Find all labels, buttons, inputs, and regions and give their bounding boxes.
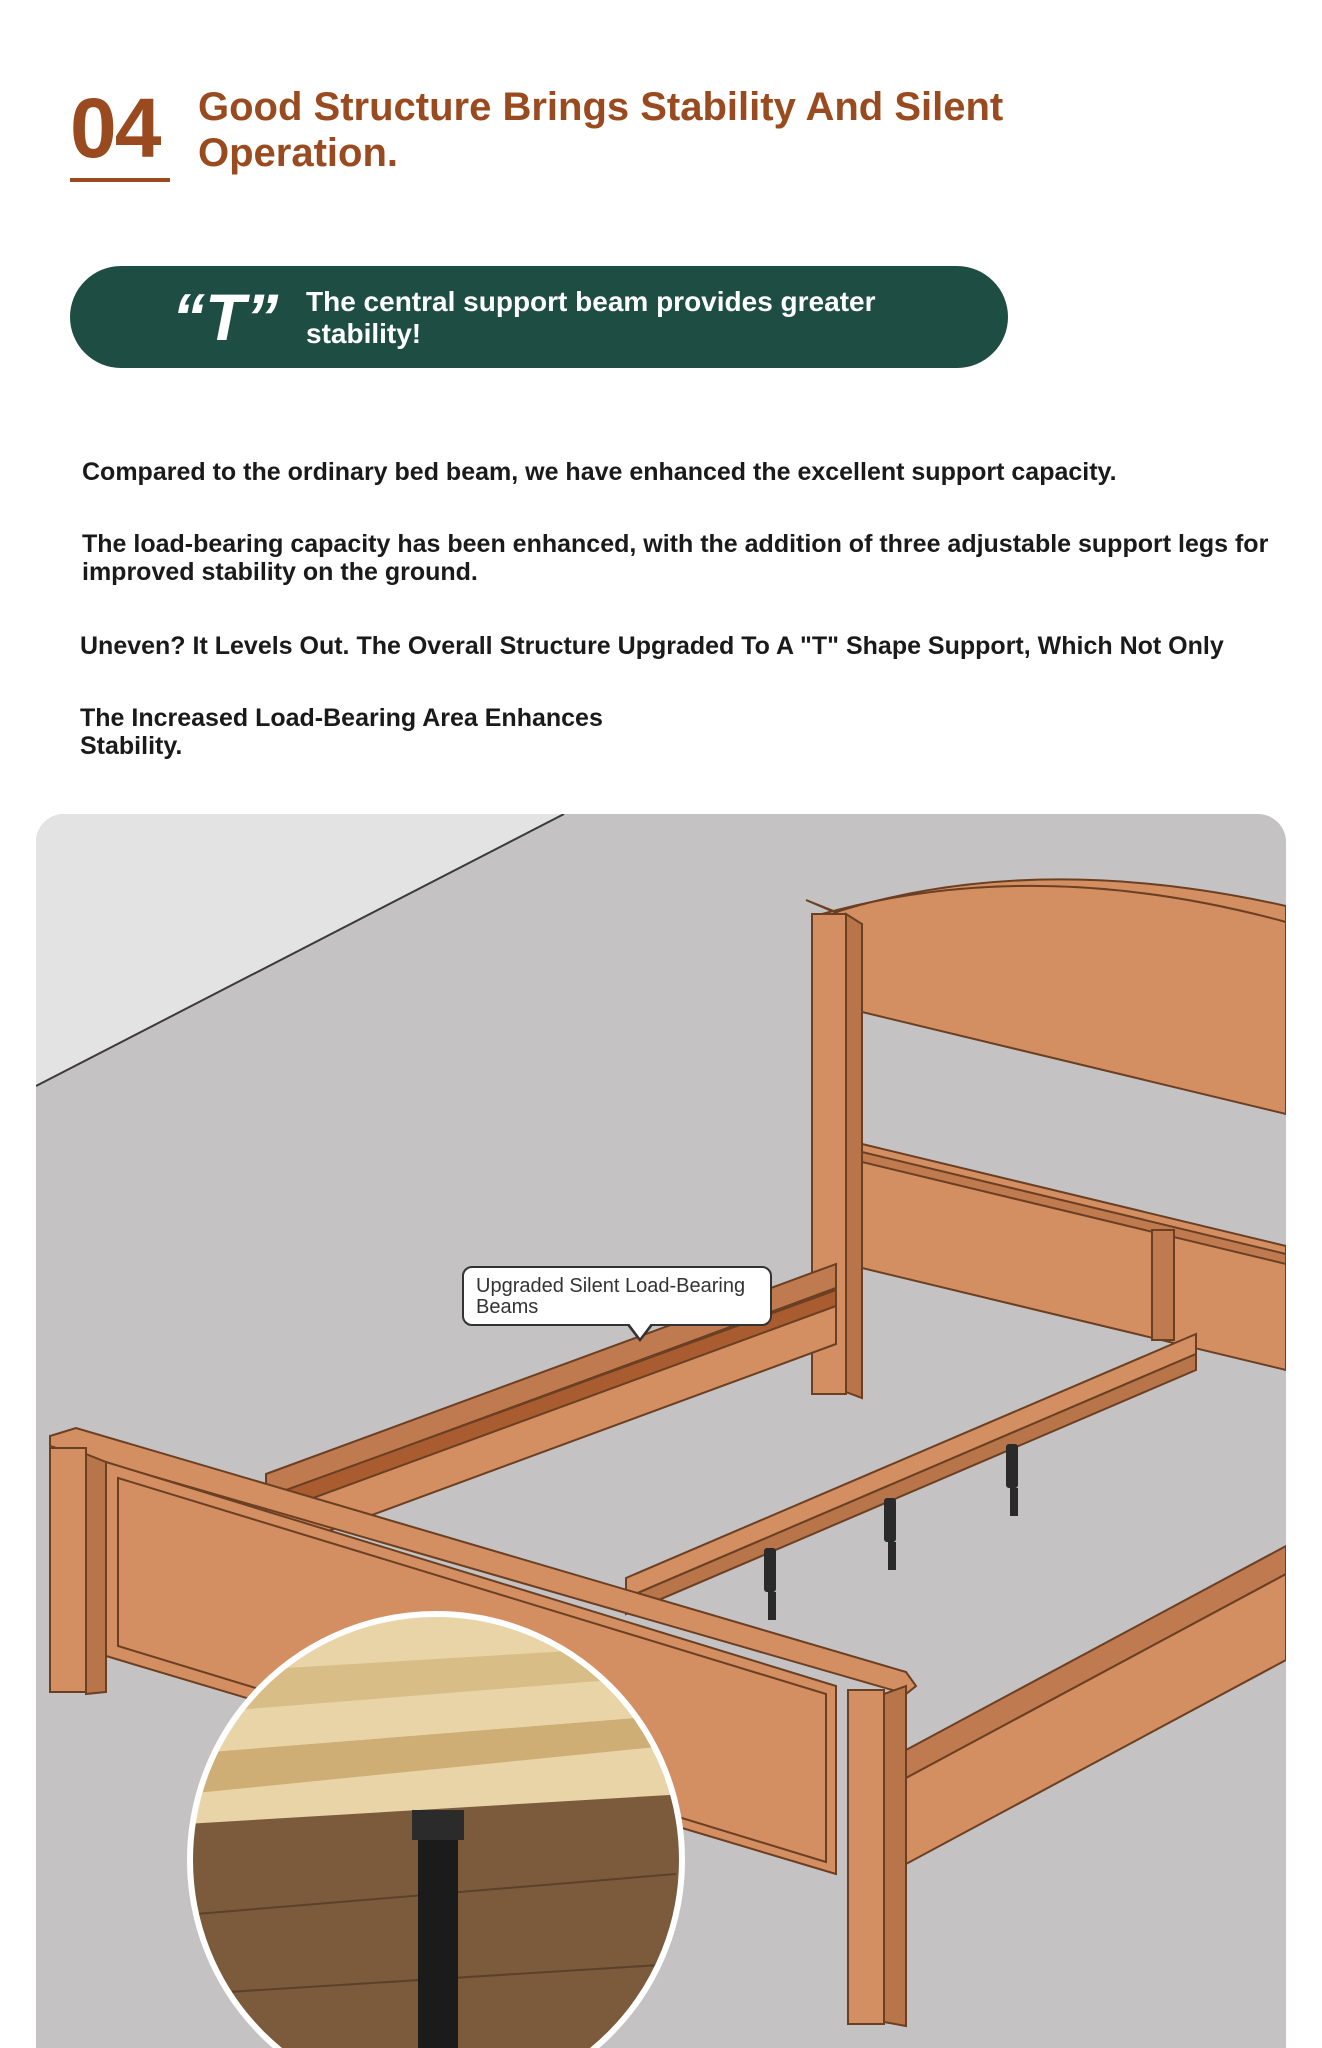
section-number-underline (70, 178, 170, 182)
feature-banner (70, 266, 1008, 368)
callout-pointer-fill (628, 1322, 652, 1338)
bed-frame-drawing (36, 814, 1286, 2048)
t-shape-mark: “T” (172, 280, 279, 354)
beam-callout: Upgraded Silent Load-Bearing Beams (462, 1266, 772, 1326)
section-header (66, 80, 1226, 190)
section-number: 04 (70, 81, 160, 175)
paragraph-support-capacity: Compared to the ordinary bed beam, we have enhanced the excellent support capacity. (82, 458, 1117, 486)
section-title: Good Structure Brings Stability And Silent Operation. (198, 85, 1004, 175)
bed-frame-illustration (36, 814, 1286, 2048)
paragraph-load-bearing: The load-bearing capacity has been enhanced, with the addition of three adjustable support legs for improved stability on the ground. (82, 530, 1269, 586)
headboard (806, 879, 1286, 1398)
banner-text: The central support beam provides greater stability! (306, 286, 876, 349)
near-side-rail (906, 1546, 1286, 1864)
paragraph-t-shape: Uneven? It Levels Out. The Overall Structure Upgraded To A "T" Shape Support, Which Not Only (80, 632, 1224, 660)
paragraph-stability: The Increased Load-Bearing Area Enhances Stability. (80, 704, 603, 760)
